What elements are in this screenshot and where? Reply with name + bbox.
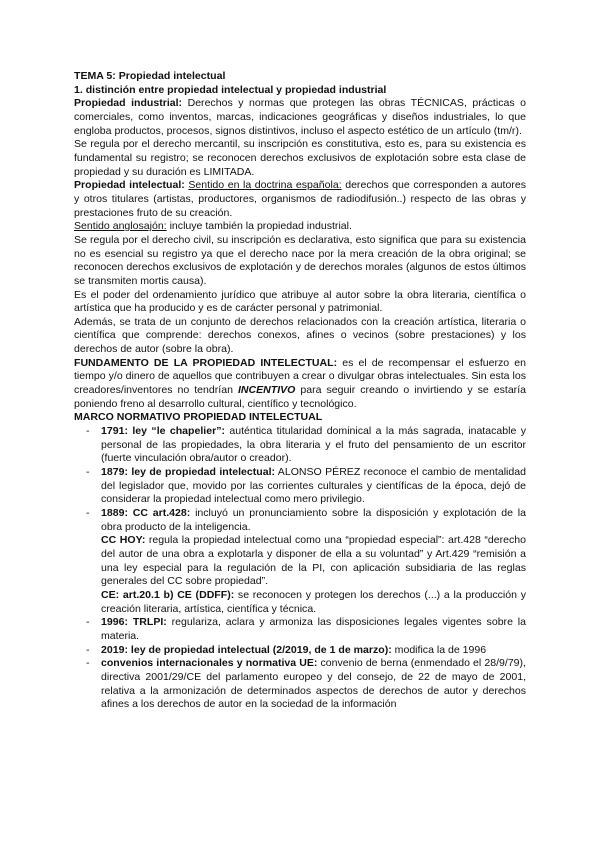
ce-label: CE: art.20.1 b) CE (DDFF): xyxy=(101,588,235,601)
intelectual-regulation-paragraph: Se regula por el derecho civil, su inscripción es declarativa, esto significa que para su existencia no es esencial su registro ya que el derecho nace por la mera creación de la obra original; se reconocen derechos exclusivos de explotación y de derechos morales (algunos de estos últimos se transmiten mortis causa). xyxy=(74,233,526,287)
sentido-espanol-text: derechos que corresponden a autores y otros titulares (artistas, productores, organismos de radiodifusión..) respecto de las obras y prestaciones fruto de su creación. xyxy=(74,179,526,219)
cc-hoy-text: regula la propiedad intelectual como una “propiedad especial”: art.428 “derecho del autor de una obra a explotarla y disponer de ella a su voluntad” y Art.429 “remisión a una ley especial para la regulación de la PI, con aplicación subsidiaria de las reglas generales del CC sobre propiedad”. xyxy=(101,534,527,588)
section-heading: 1. distinción entre propiedad intelectual y propiedad industrial xyxy=(74,83,387,96)
item-label: 1791: ley “le chapelier”: xyxy=(101,425,225,438)
intelectual-label: Propiedad intelectual: xyxy=(74,179,185,192)
ce-paragraph xyxy=(74,589,526,616)
intelectual-scope-paragraph: Además, se trata de un conjunto de derechos relacionados con la creación artística, literaria o científica que comprende: derechos conexos, afines o vecinos (sobre prestaciones) y los derechos de autor (sobre la obra). xyxy=(74,315,526,356)
item-text: convenio de berna (enmendado el 28/9/79), directiva 2001/29/CE del parlamento europeo y del consejo, de 22 de mayo de 2001, relativa a la armonización de determinados aspectos de derechos de autor y derechos afines a los derechos de autor en la sociedad de la información xyxy=(101,657,526,711)
item-text: modifica la de 1996 xyxy=(391,643,487,656)
intelectual-definition-paragraph: Es el poder del ordenamiento jurídico que atribuye al autor sobre la obra literaria, científica o artística que ha producido y es de carácter personal y patrimonial. xyxy=(74,288,526,315)
fundamento-text-a: es el de recompensar el esfuerzo en tiempo y/o dinero de aquellos que contribuyen a crear o divulgar obras intelectuales. Sin esta los creadores/inventores no tendrían xyxy=(74,356,526,397)
document-body xyxy=(74,70,526,712)
list-item xyxy=(74,466,526,507)
sentido-anglosajon-paragraph xyxy=(74,220,526,234)
list-item xyxy=(74,657,526,712)
item-text: regulariza, aclara y armoniza las disposiciones legales vigentes sobre la materia. xyxy=(101,616,526,642)
item-label: convenios internacionales y normativa UE: xyxy=(101,657,318,670)
industrial-regulation-paragraph: Se regula por el derecho mercantil, su inscripción es constitutiva, esto es, para su existencia es fundamental su registro; se reconocen derechos exclusivos de explotación sobre esta clase de propiedad y su duración es LIMITADA. xyxy=(74,138,526,178)
item-text: ALONSO PÉREZ reconoce el cambio de mentalidad del legislador que, movido por las corrientes culturales y científicas de la época, dejó de considerar la propiedad intelectual como mero privilegio. xyxy=(101,466,526,506)
fundamento-text-b: para seguir creando o invirtiendo y se estaría poniendo freno al desarrollo cultural, científico y tecnológico. xyxy=(74,384,526,410)
marco-list-continued xyxy=(74,616,526,712)
ce-text: se reconocen y protegen los derechos (...) a la producción y creación literaria, artística, científica y técnica. xyxy=(101,588,526,615)
sentido-anglosajon-label: Sentido anglosajón: xyxy=(74,220,167,233)
item-label: 1889: CC art.428: xyxy=(101,507,191,519)
sentido-anglosajon-text: incluye también la propiedad industrial. xyxy=(166,220,352,233)
item-label: 1879: ley de propiedad intelectual: xyxy=(101,466,276,479)
fundamento-label: FUNDAMENTO DE LA PROPIEDAD INTELECTUAL: xyxy=(74,356,338,369)
sentido-espanol-label: Sentido en la doctrina española: xyxy=(188,179,342,192)
industrial-text: Derechos y normas que protegen las obras TÉCNICAS, prácticas o comerciales, como inventos, marcas, indicaciones geográficas y diseños industriales, lo que engloba productos, procesos, signos distintivos, incluso el aspecto estético de un artículo (tm/r). xyxy=(74,97,526,137)
fundamento-paragraph xyxy=(74,357,526,412)
list-item xyxy=(74,425,526,466)
marco-heading: MARCO NORMATIVO PROPIEDAD INTELECTUAL xyxy=(74,411,323,424)
incentivo-emphasis: INCENTIVO xyxy=(237,384,296,397)
document-title: TEMA 5: Propiedad intelectual xyxy=(74,70,226,82)
list-item xyxy=(74,644,526,658)
industrial-label: Propiedad industrial: xyxy=(74,97,183,110)
item-label: 2019: ley de propiedad intelectual (2/2019, de 1 de marzo): xyxy=(101,643,392,656)
list-item xyxy=(74,507,526,534)
marco-list xyxy=(74,425,526,534)
industrial-paragraph xyxy=(74,97,526,138)
item-label: 1996: TRLPI: xyxy=(101,616,167,629)
list-item xyxy=(74,616,526,643)
item-text: auténtica titularidad dominical a la más sagrada, inatacable y personal de las propiedades, la obra literaria y el fruto del pensamiento de un escritor (fuerte vinculación obra/autor o creador). xyxy=(101,425,526,465)
intelectual-paragraph xyxy=(74,179,526,220)
cc-hoy-label: CC HOY: xyxy=(101,534,146,547)
item-text: incluyó un pronunciamiento sobre la disposición y explotación de la obra producto de la inteligencia. xyxy=(101,507,526,533)
cc-hoy-paragraph xyxy=(74,534,526,589)
